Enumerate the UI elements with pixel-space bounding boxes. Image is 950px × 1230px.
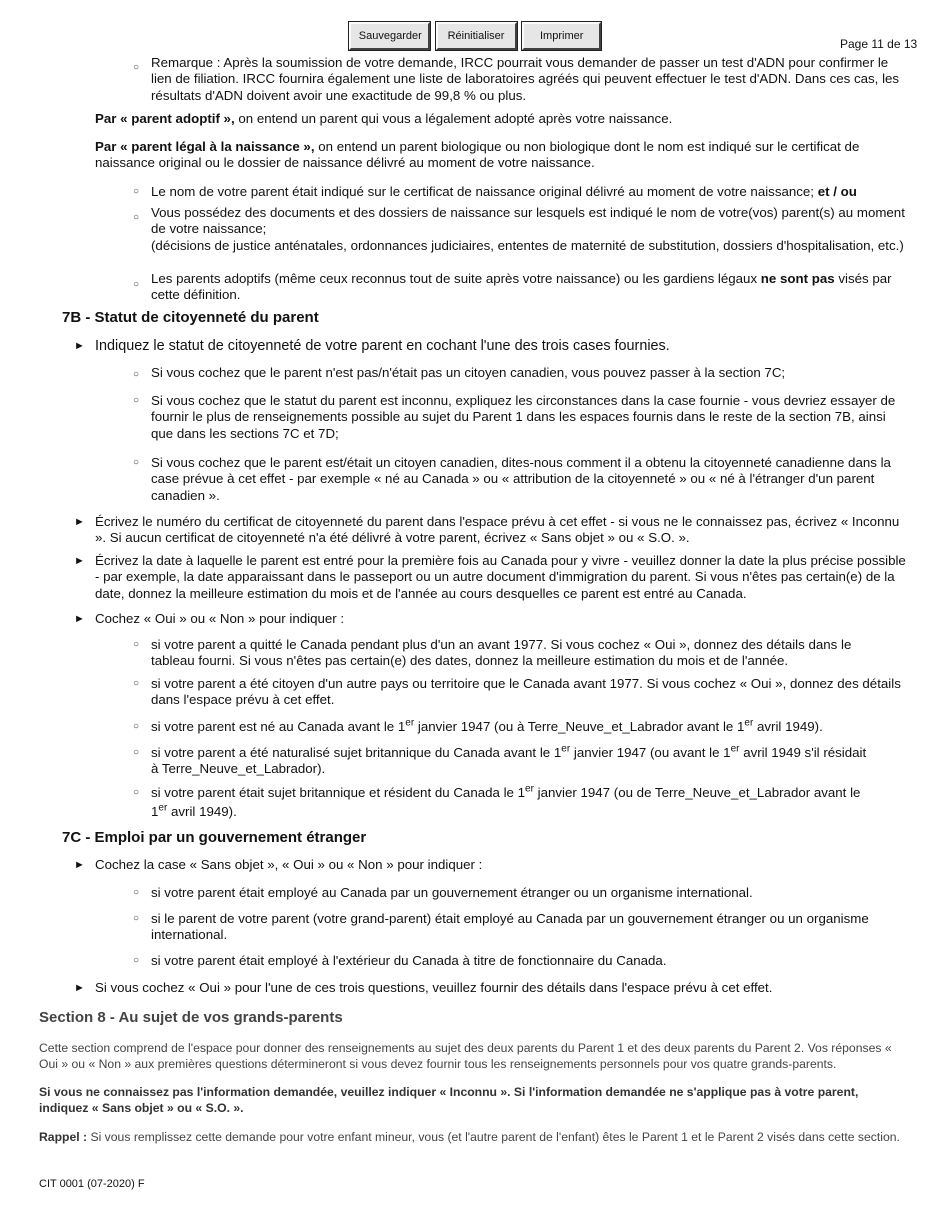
7b-check-4a: si votre parent a été naturalisé sujet britannique du Canada avant le 1 — [151, 745, 562, 760]
legal-bullet-2a: Vous possédez des documents et des dossiers de naissance sur lesquels est indiqué le nom de votre(vos) parent(s) au moment de votre naissance; — [151, 205, 905, 237]
7b-check-5-line2 — [151, 804, 921, 820]
dna-remark: Remarque : Après la soumission de votre demande, IRCC pourrait vous demander de passer un test d'ADN pour confirmer le lien de filiation. IRCC fournira également une liste de laboratoires agréés qui peuvent effectuer le test d'ADN. Dans ces cas, les résultats d'ADN doivent avoir une exactitude de 99,8 % ou plus. — [151, 55, 900, 103]
form-footer-code: CIT 0001 (07-2020) F — [39, 1178, 145, 1190]
7b-check-4-line1 — [151, 745, 921, 761]
section-8-unknown-note: Si vous ne connaissez pas l'information demandée, veuillez indiquer « Inconnu ». Si l'information demandée ne s'applique pas à votre parent, indiquez « Sans objet » ou « S.O. ». — [39, 1085, 859, 1115]
legal-bullet-2b: (décisions de justice anténatales, ordonnances judiciaires, ententes de maternité de substitution, dossiers d'hospitalisation, etc.) — [151, 237, 904, 253]
legal-bullet-3 — [151, 271, 916, 304]
save-button[interactable]: Sauvegarder — [349, 22, 430, 50]
7b-check-5b: janvier 1947 (ou de Terre_Neuve_et_Labrador avant le — [533, 785, 861, 800]
7c-item-2: si le parent de votre parent (votre grand-parent) était employé au Canada par un gouvernement étranger ou un organisme international. — [151, 911, 869, 943]
legal-bullet-1-bold: et / ou — [817, 184, 857, 199]
7b-yes-no-intro: Cochez « Oui » ou « Non » pour indiquer : — [95, 611, 345, 626]
7b-certificate-number: Écrivez le numéro du certificat de citoyenneté du parent dans l'espace prévu à cet effet - si vous ne le connaissez pas, écrivez « Inconnu ». Si aucun certificat de citoyenneté n'a été délivré à votre parent, écrivez « Sans objet » ou « S.O. ». — [95, 514, 900, 546]
7b-check-5 — [151, 785, 921, 821]
circle-bullet-icon: ○ — [133, 369, 140, 380]
7c-item-3: si votre parent était employé à l'extérieur du Canada à titre de fonctionnaire du Canada. — [151, 953, 667, 968]
circle-bullet-icon: ○ — [133, 747, 140, 758]
circle-bullet-icon: ○ — [133, 639, 140, 650]
reminder-label: Rappel : — [39, 1130, 88, 1144]
triangle-bullet-icon: ► — [74, 516, 85, 528]
section-8-intro: Cette section comprend de l'espace pour donner des renseignements au sujet des deux parents du Parent 1 et des deux parents du Parent 2. Vos réponses « Oui » ou « Non » aux premières questions détermineront si vous devez fournir tous les renseignements personnels pour vos quatre grands-parents. — [39, 1041, 892, 1071]
print-button[interactable]: Imprimer — [522, 22, 601, 50]
7c-item-1: si votre parent était employé au Canada par un gouvernement étranger ou un organisme international. — [151, 885, 753, 900]
adoptive-term: Par « parent adoptif », — [95, 111, 235, 126]
legal-text: on entend un parent biologique ou non biologique dont le nom est indiqué sur le certificat de naissance original ou le dossier de naissance délivré au moment de votre naissance. — [95, 139, 860, 171]
triangle-bullet-icon: ► — [74, 555, 85, 567]
legal-bullet-1 — [151, 184, 921, 200]
7b-sub-1: Si vous cochez que le parent n'est pas/n'était pas un citoyen canadien, vous pouvez passer à la section 7C; — [151, 365, 786, 380]
circle-bullet-icon: ○ — [133, 887, 140, 898]
ordinal-sup: er — [525, 783, 534, 795]
reminder-text: Si vous remplissez cette demande pour votre enfant mineur, vous (et l'autre parent de l'enfant) êtes le Parent 1 et le Parent 2 visés dans cette section. — [87, 1130, 900, 1144]
circle-bullet-icon: ○ — [133, 62, 140, 73]
7b-check-4c: avril 1949 s'il résidait — [739, 745, 867, 760]
reset-button[interactable]: Réinitialiser — [436, 22, 517, 50]
triangle-bullet-icon: ► — [74, 859, 85, 871]
legal-bullet-3-bold: ne sont pas — [760, 271, 835, 286]
circle-bullet-icon: ○ — [133, 279, 140, 290]
circle-bullet-icon: ○ — [133, 787, 140, 798]
circle-bullet-icon: ○ — [133, 457, 140, 468]
circle-bullet-icon: ○ — [133, 186, 140, 197]
7b-check-4b: janvier 1947 (ou avant le 1 — [570, 745, 731, 760]
7b-check-4 — [151, 745, 921, 778]
page-number: Page 11 de 13 — [840, 37, 918, 51]
circle-bullet-icon: ○ — [133, 913, 140, 924]
7b-check-3b: janvier 1947 (ou à Terre_Neuve_et_Labrador avant le 1 — [414, 719, 745, 734]
ordinal-sup: er — [744, 717, 754, 729]
legal-bullet-2 — [151, 205, 911, 254]
section-7b-title: 7B - Statut de citoyenneté du parent — [62, 309, 319, 326]
7b-check-2: si votre parent a été citoyen d'un autre pays ou territoire que le Canada avant 1977. Si vous cochez « Oui », donnez des détails dans l'espace prévu à cet effet. — [151, 676, 901, 708]
section-8-title: Section 8 - Au sujet de vos grands-parents — [39, 1009, 343, 1026]
toolbar — [0, 22, 950, 50]
adoptive-parent-definition — [95, 111, 910, 127]
legal-bullet-1-text: Le nom de votre parent était indiqué sur le certificat de naissance original délivré au moment de votre naissance; — [151, 184, 818, 199]
7b-entry-date: Écrivez la date à laquelle le parent est entré pour la première fois au Canada pour y vivre - veuillez donner la date la plus précise possible - par exemple, la date apparaissant dans le passeport ou un autre document d'immigration du parent. Si vous n'êtes pas certain(e) de la date, donnez la meilleure estimation du mois et de l'année au cours desquelles ce parent est entré au Canada. — [95, 553, 906, 601]
7b-sub-2: Si vous cochez que le statut du parent est inconnu, expliquez les circonstances dans la case fournie - vous devriez essayer de fournir le plus de renseignements possible au sujet du Parent 1 dans les espaces fournis dans le reste de la section 7B, ainsi que dans les sections 7C et 7D; — [151, 393, 896, 441]
section-7b-intro: Indiquez le statut de citoyenneté de votre parent en cochant l'une des trois cases fournies. — [95, 338, 670, 354]
legal-term: Par « parent légal à la naissance », — [95, 139, 315, 154]
7b-check-4d: à Terre_Neuve_et_Labrador). — [151, 761, 326, 777]
7b-check-3c: avril 1949). — [753, 719, 823, 734]
7b-check-3 — [151, 719, 921, 735]
7b-check-5d: avril 1949). — [167, 804, 237, 820]
7b-check-1: si votre parent a quitté le Canada pendant plus d'un an avant 1977. Si vous cochez « Oui », donnez des détails dans le tableau fourni. Si vous n'êtes pas certain(e) des dates, donnez la meilleure estimation du mois et de l'année. — [151, 637, 852, 669]
triangle-bullet-icon: ► — [74, 340, 85, 352]
7c-details: Si vous cochez « Oui » pour l'une de ces trois questions, veuillez fournir des détails dans l'espace prévu à cet effet. — [95, 980, 773, 995]
section-7c-intro: Cochez la case « Sans objet », « Oui » ou « Non » pour indiquer : — [95, 857, 483, 872]
ordinal-sup: er — [561, 743, 571, 755]
7b-sub-3: Si vous cochez que le parent est/était un citoyen canadien, dites-nous comment il a obtenu la citoyenneté canadienne dans la case prévue à cet effet - par exemple « né au Canada » ou « attribution de la citoyenneté » ou « né à l'étranger d'un parent canadien ». — [151, 455, 891, 503]
circle-bullet-icon: ○ — [133, 678, 140, 689]
7b-check-3a: si votre parent est né au Canada avant le 1 — [151, 719, 406, 734]
ordinal-sup: er — [405, 717, 415, 729]
legal-bullet-3b: visés par cette définition. — [151, 271, 892, 303]
ordinal-sup: er — [158, 802, 168, 814]
circle-bullet-icon: ○ — [133, 955, 140, 966]
legal-parent-definition — [95, 139, 910, 172]
circle-bullet-icon: ○ — [133, 395, 140, 406]
section-7c-title: 7C - Emploi par un gouvernement étranger — [62, 829, 367, 846]
7b-check-5c: 1 — [151, 804, 159, 820]
ordinal-sup: er — [730, 743, 740, 755]
triangle-bullet-icon: ► — [74, 613, 85, 625]
legal-bullet-3a: Les parents adoptifs (même ceux reconnus tout de suite après votre naissance) ou les gardiens légaux — [151, 271, 761, 286]
circle-bullet-icon: ○ — [133, 212, 140, 223]
circle-bullet-icon: ○ — [133, 721, 140, 732]
7b-check-5-line1 — [151, 785, 921, 801]
triangle-bullet-icon: ► — [74, 982, 85, 994]
section-8-reminder — [39, 1130, 909, 1146]
7b-check-5a: si votre parent était sujet britannique et résident du Canada le 1 — [151, 785, 526, 800]
adoptive-text: on entend un parent qui vous a légalement adopté après votre naissance. — [234, 111, 673, 126]
